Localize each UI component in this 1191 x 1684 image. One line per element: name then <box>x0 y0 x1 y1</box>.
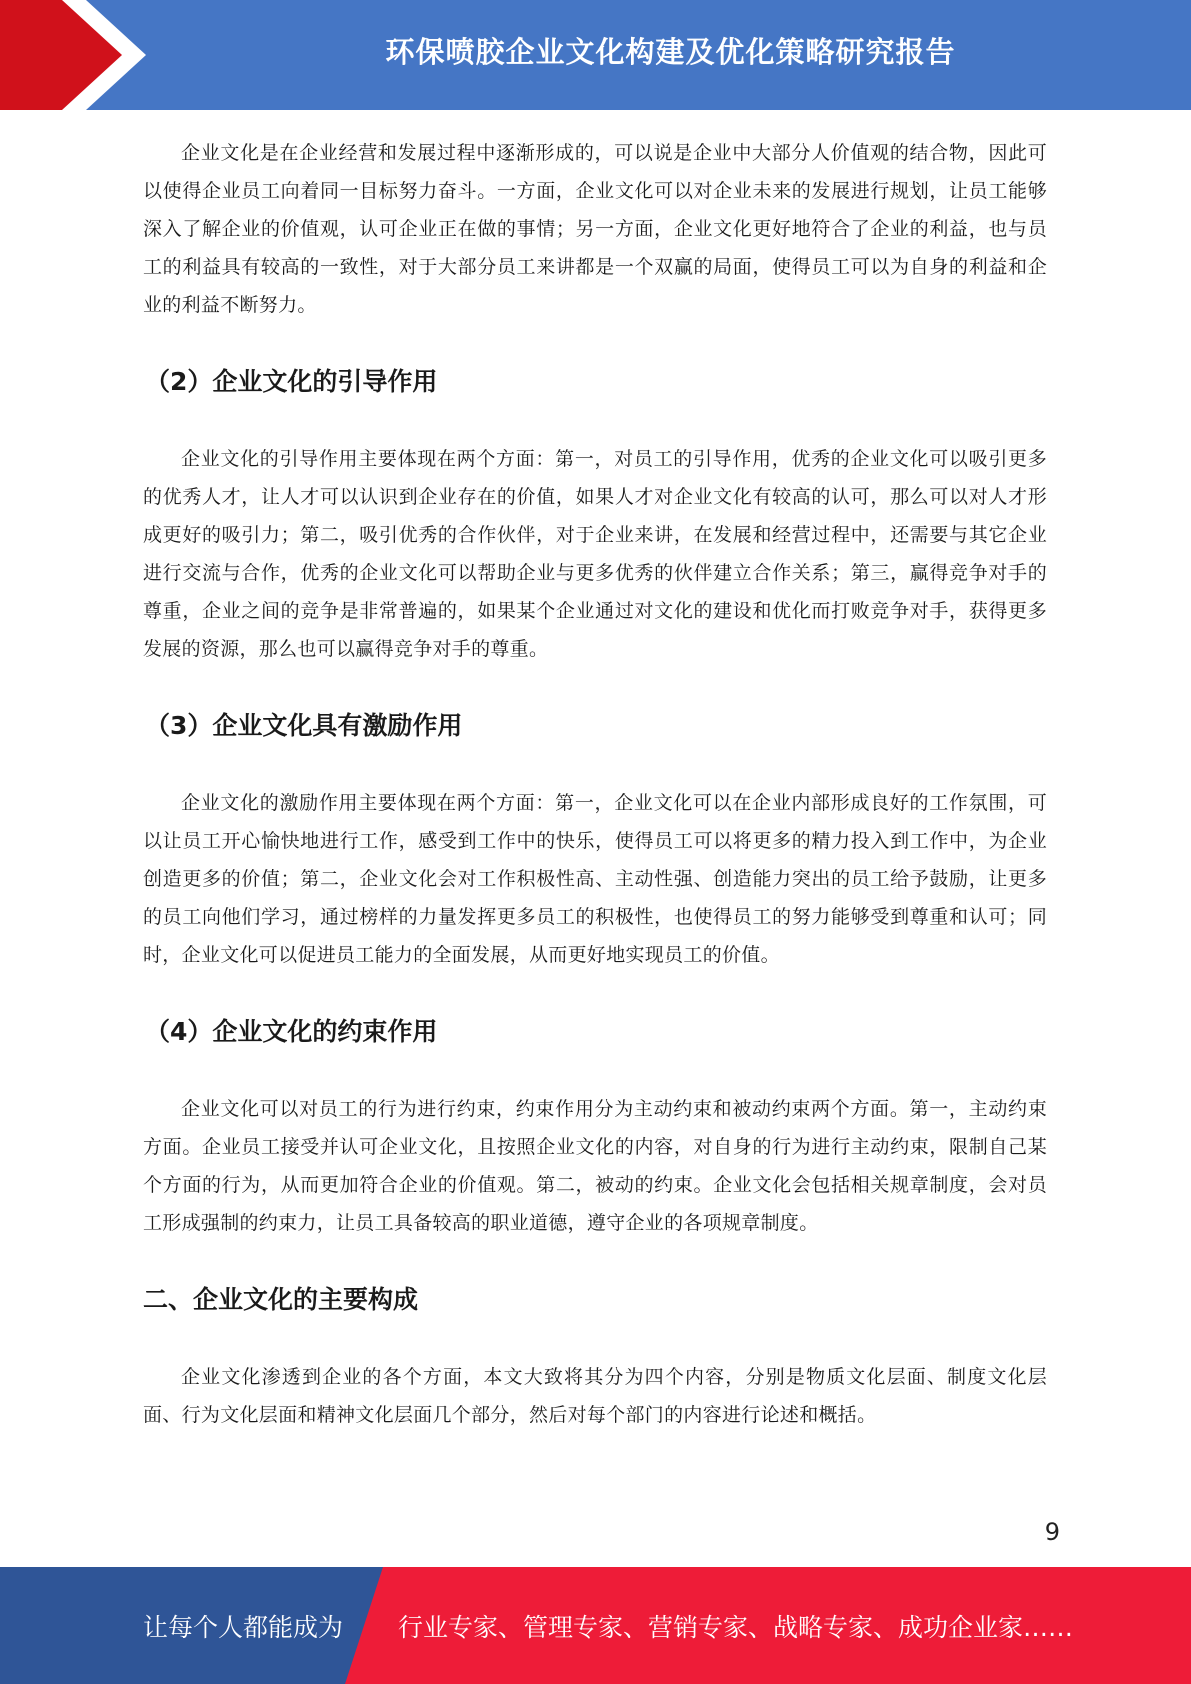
heading-constraint-role: （4）企业文化的约束作用 <box>145 1017 438 1046</box>
main-components-paragraph: 企业文化渗透到企业的各个方面，本文大致将其分为四个内容，分别是物质文化层面、制度文化层面、行为文化层面和精神文化层面几个部分，然后对每个部门的内容进行论述和概括。 <box>143 1366 1047 1426</box>
guiding-role-paragraph: 企业文化的引导作用主要体现在两个方面：第一，对员工的引导作用，优秀的企业文化可以吸引更多的优秀人才，让人才可以认识到企业存在的价值，如果人才对企业文化有较高的认可，那么可以对人才形成更好的吸引力；第二，吸引优秀的合作伙伴，对于企业来讲，在发展和经营过程中，还需要与其它企业进行交流与合作，优秀的企业文化可以帮助企业与更多优秀的伙伴建立合作关系；第三，赢得竞争对手的尊重，企业之间的竞争是非常普遍的，如果某个企业通过对文化的建设和优化而打败竞争对手，获得更多发展的资源，那么也可以赢得竞争对手的尊重。 <box>143 448 1047 660</box>
constraint-role-paragraph: 企业文化可以对员工的行为进行约束，约束作用分为主动约束和被动约束两个方面。第一，主动约束方面。企业员工接受并认可企业文化，且按照企业文化的内容，对自身的行为进行主动约束，限制自己某个方面的行为，从而更加符合企业的价值观。第二，被动的约束。企业文化会包括相关规章制度，会对员工形成强制的约束力，让员工具备较高的职业道德，遵守企业的各项规章制度。 <box>143 1098 1047 1234</box>
section-heading-main-components: 二、企业文化的主要构成 <box>143 1285 419 1314</box>
page-content <box>143 134 1047 1434</box>
intro-paragraph: 企业文化是在企业经营和发展过程中逐渐形成的，可以说是企业中大部分人价值观的结合物，因此可以使得企业员工向着同一目标努力奋斗。一方面，企业文化可以对企业未来的发展进行规划，让员工能够深入了解企业的价值观，认可企业正在做的事情；另一方面，企业文化更好地符合了企业的利益，也与员工的利益具有较高的一致性，对于大部分员工来讲都是一个双赢的局面，使得员工可以为自身的利益和企业的利益不断努力。 <box>143 142 1047 316</box>
page-number: 9 <box>1044 1518 1060 1546</box>
footer-slogan-left: 让每个人都能成为 <box>143 1612 344 1642</box>
heading-guiding-role: （2）企业文化的引导作用 <box>145 367 438 396</box>
heading-incentive-role: （3）企业文化具有激励作用 <box>145 711 463 740</box>
page-footer <box>0 1567 1191 1684</box>
header-chevron-decoration <box>0 0 160 110</box>
document-title: 环保喷胶企业文化构建及优化策略研究报告 <box>385 34 956 69</box>
incentive-role-paragraph: 企业文化的激励作用主要体现在两个方面：第一，企业文化可以在企业内部形成良好的工作氛围，可以让员工开心愉快地进行工作，感受到工作中的快乐，使得员工可以将更多的精力投入到工作中，为企业创造更多的价值；第二，企业文化会对工作积极性高、主动性强、创造能力突出的员工给予鼓励，让更多的员工向他们学习，通过榜样的力量发挥更多员工的积极性，也使得员工的努力能够受到尊重和认可；同时，企业文化可以促进员工能力的全面发展，从而更好地实现员工的价值。 <box>143 792 1047 966</box>
footer-slogan-right: 行业专家、管理专家、营销专家、战略专家、成功企业家…… <box>398 1612 1074 1642</box>
page-header <box>0 0 1191 110</box>
